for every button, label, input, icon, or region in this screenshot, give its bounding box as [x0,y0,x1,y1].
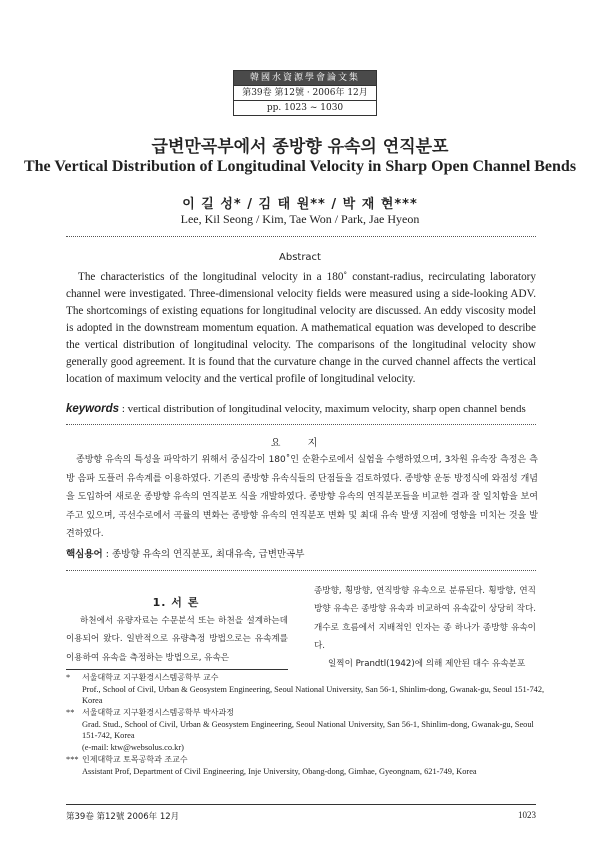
divider-middle [66,424,536,425]
footer-rule [66,804,536,805]
korean-keywords [66,546,536,560]
journal-info-box [233,70,377,116]
keywords [66,403,546,415]
page-number: 1023 [518,810,536,820]
title-english: The Vertical Distribution of Longitudinal Velocity in Sharp Open Channel Bends [23,158,577,175]
footnote-2: ** 서울대학교 지구환경시스템공학부 박사과정 Grad. Stud., School of Civil, Urban & Geosystem Engineering, Seoul National University, San 56-1, Shinlim-dong, Gwanak-gu, Seoul 151-742, Korea (e-mail: ktw@websolus.co.kr) [66,708,534,752]
section-1-title: 1. 서 론 [152,596,200,609]
keywords-text: : vertical distribution of longitudinal velocity, maximum velocity, sharp open channel bends [119,403,526,415]
section-1-right-paragraph-1: 종방향, 횡방향, 연직방향 유속으로 분류된다. 횡방향, 연직방향 유속은 종방향 유속과 비교하여 유속값이 상당히 작다. 개수로 흐름에서 지배적인 인자는 종 하나가 종방향 유속이다. [314,586,536,651]
section-1-right-column [314,582,536,673]
authors-korean: 이 길 성* / 김 태 원** / 박 재 현*** [182,197,418,212]
divider-bottom [66,570,536,571]
footer-issue: 第39卷 第12號 2006年 12月 [66,812,180,822]
korean-keywords-label: 핵심용어 [66,549,103,560]
journal-pages: pp. 1023 ~ 1030 [234,100,376,115]
journal-name: 韓國水資源學會論文集 [234,71,376,85]
footnote-1: * 서울대학교 지구환경시스템공학부 교수 Prof., School of Civil, Urban & Geosystem Engineering, Seoul National University, San 56-1, Shinlim-dong, Gwanak-gu, Seoul 151-742, Korea [66,673,545,705]
divider-top [66,236,536,237]
section-1-right-paragraph-2: 일찍이 Prandtl(1942)에 의해 제안된 대수 유속분포 [328,659,526,670]
korean-abstract-heading: 요 지 [270,438,330,449]
korean-abstract-text: 종방향 유속의 특성을 파악하기 위해서 중심각이 180˚인 순환수로에서 실험을 수행하였으며, 3차원 유속장 측정은 측방 음파 도플러 유속계를 이용하였다. 기존의 종방향 유속식들의 단점들을 검토하였다. 종방향 운동 방정식에 와점성 개념을 도입하여 새로운 종방향 유속의 연직분포 식을 개발하였다. 종방향 유속의 연직분포들을 비교한 결과 잘 일치함을 보여주고 있으며, 곡선수로에서 곡률의 변화는 종방향 유속의 연직분포 변화 및 최대 유속 발생 지점에 영향을 미치는 것을 발견하였다. [66,455,538,540]
abstract-text: The characteristics of the longitudinal velocity in a 180˚ constant-radius, recirculating laboratory channel were investigated. Three-dimensional velocity fields were measured using a side-looking ADV. The shortcomings of existing equations for longitudinal velocity are discussed. An eddy viscosity model is adopted in the downstream momentum equation. A mathematical equation was developed to describe the vertical distribution of longitudinal velocity. The comparisons of the longitudinal velocity show generally good agreement. It is found that the curvature change in the curved channel affects the vertical location of maximum velocity and the vertical profile of longitudinal velocity. [66,271,536,385]
footnote-3: *** 인제대학교 토목공학과 조교수 Assistant Prof, Department of Civil Engineering, Inje University, Obang-dong, Gimhae, Gyeongnam, 621-749, Korea [66,755,477,776]
keywords-label: keywords [66,403,120,415]
korean-keywords-text: : 종방향 유속의 연직분포, 최대유속, 급변만곡부 [102,549,305,560]
footnote-rule [66,669,288,670]
section-1-left-text: 하천에서 유량자료는 수문분석 또는 하천을 설계하는데 이용되어 왔다. 일반적으로 유량측정 방법으로는 유속계를 이용하여 유속을 측정하는 방법으로, 유속은 [66,616,288,663]
abstract-heading: Abstract [279,252,321,263]
title-korean: 급변만곡부에서 종방향 유속의 연직분포 [151,137,449,157]
authors-english: Lee, Kil Seong / Kim, Tae Won / Park, Jae Hyeon [180,212,420,226]
journal-volume-issue: 第39卷 第12號 · 2006年 12月 [234,85,376,100]
